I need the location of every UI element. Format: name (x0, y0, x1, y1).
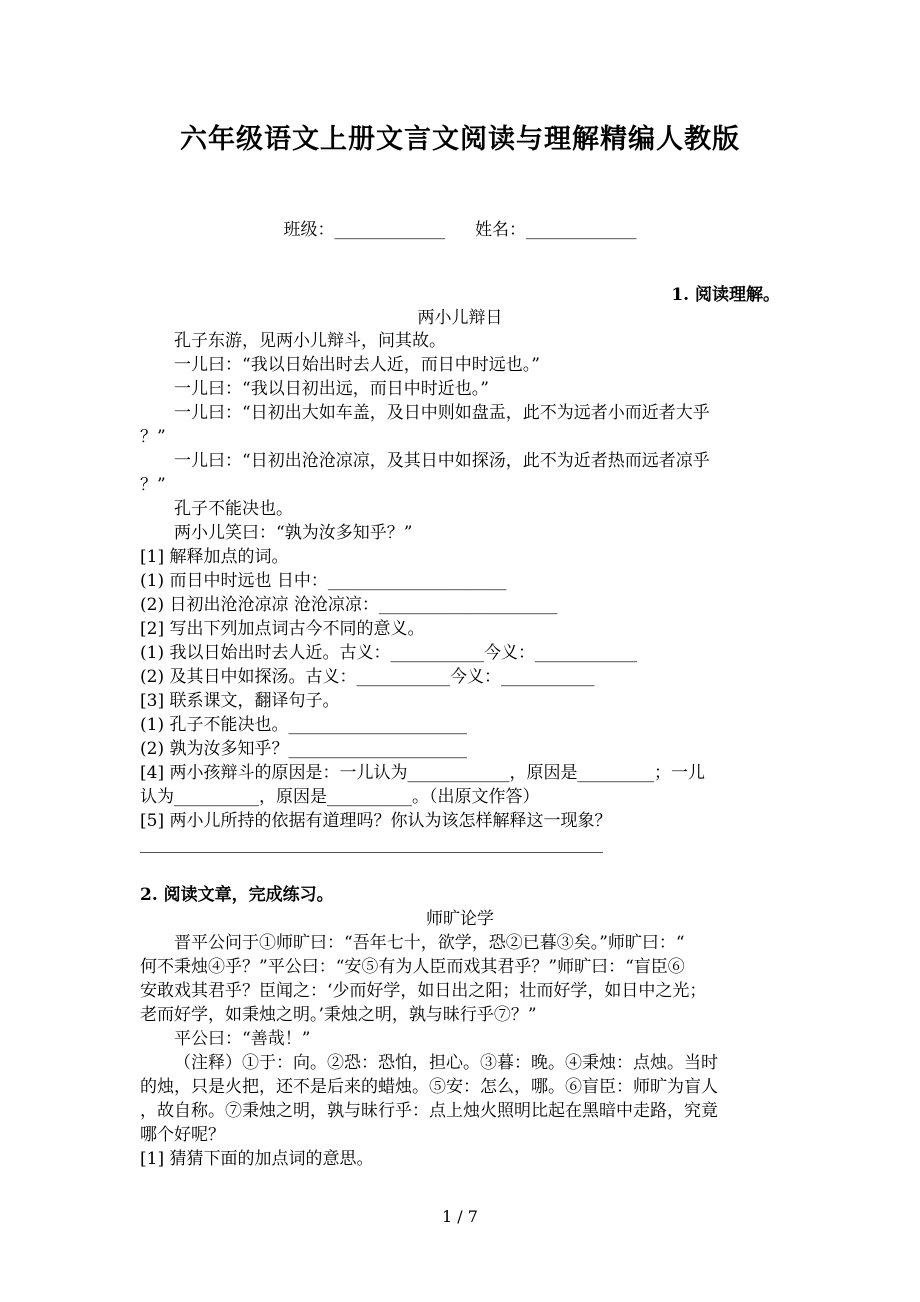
answer-line (140, 852, 603, 853)
question-line: (1) 孔子不能决也。_____________________ (140, 715, 467, 735)
question-line: [1] 解释加点的词。 (140, 547, 289, 567)
passage-2-notes: （注释）①于：向。②恐：恐怕，担心。③暮：晚。④秉烛：点烛。当时 (174, 1053, 718, 1073)
question-line: (2) 日初出沧沧凉凉 沧沧凉凉：_____________________ (140, 595, 558, 615)
page-indicator: 1 / 7 (442, 1207, 478, 1226)
passage-2-line: 平公曰：“善哉！” (174, 1029, 311, 1049)
student-info-row (0, 215, 920, 240)
question-line: [5] 两小儿所持的依据有道理吗？你认为该怎样解释这一现象？ (140, 811, 612, 831)
section-1-heading: 1. 阅读理解。 (671, 285, 780, 305)
passage-2-title: 师旷论学 (426, 909, 494, 929)
class-blank: _____________ (334, 220, 445, 240)
passage-2-notes: ，故自称。⑦秉烛之明，孰与昧行乎：点上烛火照明比起在黑暗中走路，究竟 (140, 1101, 718, 1121)
passage-2-notes: 的烛，只是火把，还不是后来的蜡烛。⑤安：怎么，哪。⑥盲臣：师旷为盲人 (140, 1077, 718, 1097)
passage-1-line: 孔子东游，见两小儿辩斗，问其故。 (174, 331, 446, 351)
passage-1-line: 两小儿笑曰：“孰为汝多知乎？” (174, 523, 413, 543)
passage-1-line: 孔子不能决也。 (174, 499, 293, 519)
passage-2-notes: 哪个好呢？ (140, 1125, 225, 1145)
passage-1-line: ？” (140, 475, 166, 495)
question-line: 认为__________，原因是__________。（出原文作答） (140, 787, 540, 807)
question-line: (2) 及其日中如探汤。古义：___________今义：___________ (140, 667, 595, 687)
passage-1-line: 一儿曰：“日初出大如车盖，及日中则如盘盂，此不为远者小而近者大乎 (174, 403, 710, 423)
question-line: [1] 猜猜下面的加点词的意思。 (140, 1149, 374, 1169)
passage-2-line: 何不秉烛④乎？”平公曰：“安⑤有为人臣而戏其君乎？”师旷曰：“盲臣⑥ (140, 957, 685, 977)
passage-1-line: 一儿曰：“日初出沧沧凉凉，及其日中如探汤，此不为近者热而远者凉乎 (174, 451, 710, 471)
question-line: (1) 我以日始出时去人近。古义：___________今义：____________ (140, 643, 637, 663)
document-title: 六年级语文上册文言文阅读与理解精编人教版 (180, 124, 740, 155)
passage-2-line: 老而好学，如秉烛之明。’秉烛之明，孰与昧行乎⑦？” (140, 1005, 537, 1025)
question-line: (1) 而日中时远也 日中：_____________________ (140, 571, 507, 591)
passage-1-title: 两小儿辩日 (417, 308, 503, 328)
passage-1-line: ？” (140, 427, 166, 447)
question-line: [4] 两小孩辩斗的原因是：一儿认为____________，原因是_________；一儿 (140, 763, 705, 783)
name-blank: _____________ (526, 220, 637, 240)
question-line: [3] 联系课文，翻译句子。 (140, 691, 340, 711)
passage-2-line: 安敢戏其君乎？臣闻之：‘少而好学，如日出之阳；壮而好学，如日中之光； (140, 981, 707, 1001)
name-label: 姓名： (475, 220, 526, 240)
passage-2-line: 晋平公问于①师旷曰：“吾年七十，欲学，恐②已暮③矣。”师旷曰：“ (174, 933, 685, 953)
passage-1-line: 一儿曰：“我以日始出时去人近，而日中时远也。” (174, 355, 540, 375)
class-label: 班级： (283, 220, 335, 240)
section-2-heading: 2. 阅读文章，完成练习。 (140, 885, 334, 905)
question-line: [2] 写出下列加点词古今不同的意义。 (140, 619, 425, 639)
question-line: (2) 孰为汝多知乎？_____________________ (140, 739, 467, 759)
passage-1-line: 一儿曰：“我以日初出远，而日中时近也。” (174, 379, 489, 399)
